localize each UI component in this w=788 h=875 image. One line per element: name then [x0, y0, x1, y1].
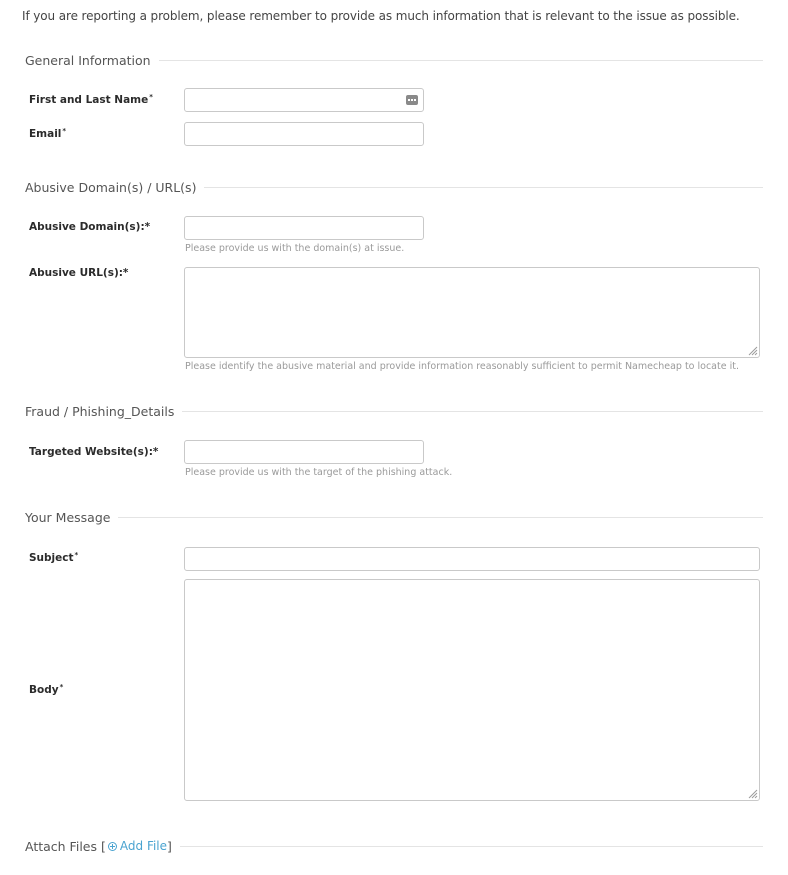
intro-text: If you are reporting a problem, please remember to provide as much information that is relevant to the issue as possible.	[22, 9, 740, 23]
abusive-urls-textarea[interactable]	[184, 267, 760, 358]
autofill-icon[interactable]	[406, 95, 418, 105]
abusive-domains-help: Please provide us with the domain(s) at issue.	[185, 243, 405, 254]
open-bracket: [	[101, 838, 106, 854]
section-title: Attach Files	[25, 838, 97, 854]
resize-grip-icon[interactable]	[748, 346, 758, 356]
section-divider	[182, 411, 763, 412]
body-label: Body*	[29, 682, 64, 696]
plus-circle-icon	[108, 842, 117, 851]
section-general-information	[25, 51, 763, 69]
section-title: General Information	[25, 52, 151, 68]
section-divider	[118, 517, 763, 518]
abusive-urls-label: Abusive URL(s):*	[29, 267, 129, 279]
close-bracket: ]	[167, 838, 172, 854]
required-mark: *	[62, 126, 67, 135]
targeted-websites-help: Please provide us with the target of the phishing attack.	[185, 467, 453, 478]
targeted-websites-label: Targeted Website(s):*	[29, 446, 159, 458]
body-textarea[interactable]	[184, 579, 760, 801]
section-title: Abusive Domain(s) / URL(s)	[25, 179, 197, 195]
section-divider	[180, 846, 763, 847]
required-mark: *	[59, 682, 64, 691]
section-attach-files	[25, 837, 763, 855]
email-input[interactable]	[184, 122, 424, 146]
required-mark: *	[149, 92, 153, 101]
add-file-link[interactable]	[106, 839, 167, 853]
section-divider	[204, 187, 763, 188]
targeted-websites-input[interactable]	[184, 440, 424, 464]
subject-label: Subject*	[29, 550, 79, 564]
resize-grip-icon[interactable]	[748, 789, 758, 799]
add-file-label: Add File	[119, 839, 168, 853]
abusive-urls-help: Please identify the abusive material and provide information reasonably sufficient to permit Namecheap to locate it.	[185, 361, 739, 372]
section-divider	[159, 60, 763, 61]
abusive-domains-input[interactable]	[184, 216, 424, 240]
section-abusive-domains	[25, 178, 763, 196]
section-fraud-phishing	[25, 402, 763, 420]
required-mark: *	[74, 550, 79, 559]
section-title: Fraud / Phishing_Details	[25, 403, 175, 419]
subject-input[interactable]	[184, 547, 760, 571]
abusive-domains-label: Abusive Domain(s):*	[29, 221, 151, 233]
name-input[interactable]	[184, 88, 424, 112]
email-label: Email*	[29, 126, 67, 140]
section-title: Your Message	[25, 509, 111, 525]
name-label: First and Last Name*	[29, 92, 153, 106]
section-your-message	[25, 508, 763, 526]
